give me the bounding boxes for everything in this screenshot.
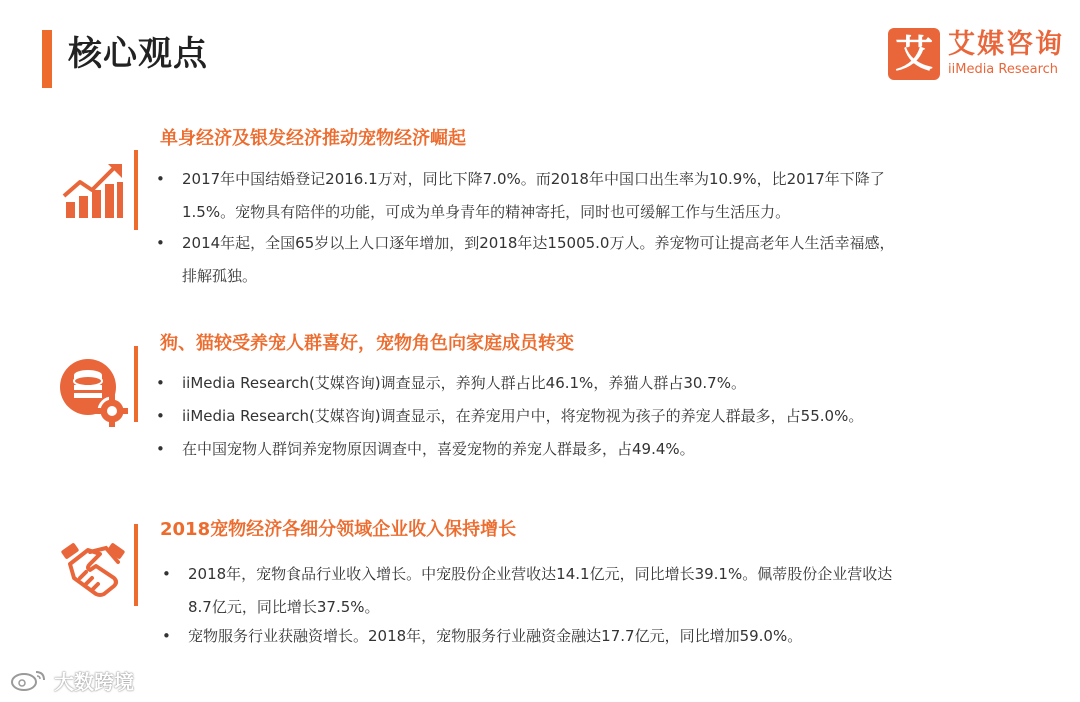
bullet-text-line: iiMedia Research(艾媒咨询)调查显示，养狗人群占比46.1%，养猫人群占30.7%。 [182, 374, 746, 392]
growth-chart-icon [62, 162, 126, 220]
section-divider-bar [134, 150, 138, 230]
bullet-text-line: 2014年起，全国65岁以上人口逐年增加，到2018年达15005.0万人。养宠物可让提高老年人生活幸福感， [182, 234, 895, 252]
bullet-dot: • [156, 374, 165, 392]
bullet-dot: • [156, 440, 165, 458]
section-heading: 单身经济及银发经济推动宠物经济崛起 [160, 128, 466, 149]
bullet-item [162, 558, 893, 624]
logo-chinese-name: 艾媒咨询 [948, 29, 1064, 60]
title-accent-bar [42, 30, 52, 88]
section-heading: 2018宠物经济各细分领域企业收入保持增长 [160, 519, 517, 540]
bullet-text-line: 在中国宠物人群饲养宠物原因调查中，喜爱宠物的养宠人群最多，占49.4%。 [182, 440, 695, 458]
bullet-text-line: 2018年，宠物食品行业收入增长。中宠股份企业营收达14.1亿元，同比增长39.1%。佩蒂股份企业营收达 [188, 565, 893, 583]
bullet-dot: • [156, 170, 165, 188]
bullet-dot: • [156, 234, 165, 252]
weibo-icon [10, 668, 50, 692]
bullet-item [156, 400, 864, 433]
section-heading: 狗、猫较受养宠人群喜好，宠物角色向家庭成员转变 [160, 333, 574, 354]
bullet-item [156, 163, 885, 229]
bullet-text-line: 2017年中国结婚登记2016.1万对，同比下降7.0%。而2018年中国口出生率为10.9%，比2017年下降了 [182, 170, 885, 188]
handshake-icon [60, 538, 126, 598]
bullet-text-line: 1.5%。宠物具有陪伴的功能，可成为单身青年的精神寄托，同时也可缓解工作与生活压力。 [182, 203, 791, 221]
section-divider-bar [134, 524, 138, 606]
bullet-item [156, 433, 695, 466]
watermark-text: 大数跨境 [54, 670, 134, 694]
coins-gear-icon [58, 357, 128, 427]
bullet-text-line: 排解孤独。 [182, 267, 258, 285]
page-title: 核心观点 [68, 34, 208, 74]
bullet-text-line: 8.7亿元，同比增长37.5%。 [188, 598, 380, 616]
bullet-item [156, 227, 895, 293]
bullet-dot: • [162, 565, 171, 583]
bullet-dot: • [162, 627, 171, 645]
logo-english-name: iiMedia Research [948, 62, 1059, 77]
bullet-item [156, 367, 746, 400]
brand-logo [888, 28, 1068, 82]
bullet-dot: • [156, 407, 165, 425]
bullet-text-line: iiMedia Research(艾媒咨询)调查显示，在养宠用户中，将宠物视为孩子的养宠人群最多，占55.0%。 [182, 407, 864, 425]
logo-mark: 艾 [888, 28, 940, 80]
bullet-item [162, 620, 803, 653]
bullet-text-line: 宠物服务行业获融资增长。2018年，宠物服务行业融资金融达17.7亿元，同比增加59.0%。 [188, 627, 803, 645]
section-divider-bar [134, 346, 138, 422]
